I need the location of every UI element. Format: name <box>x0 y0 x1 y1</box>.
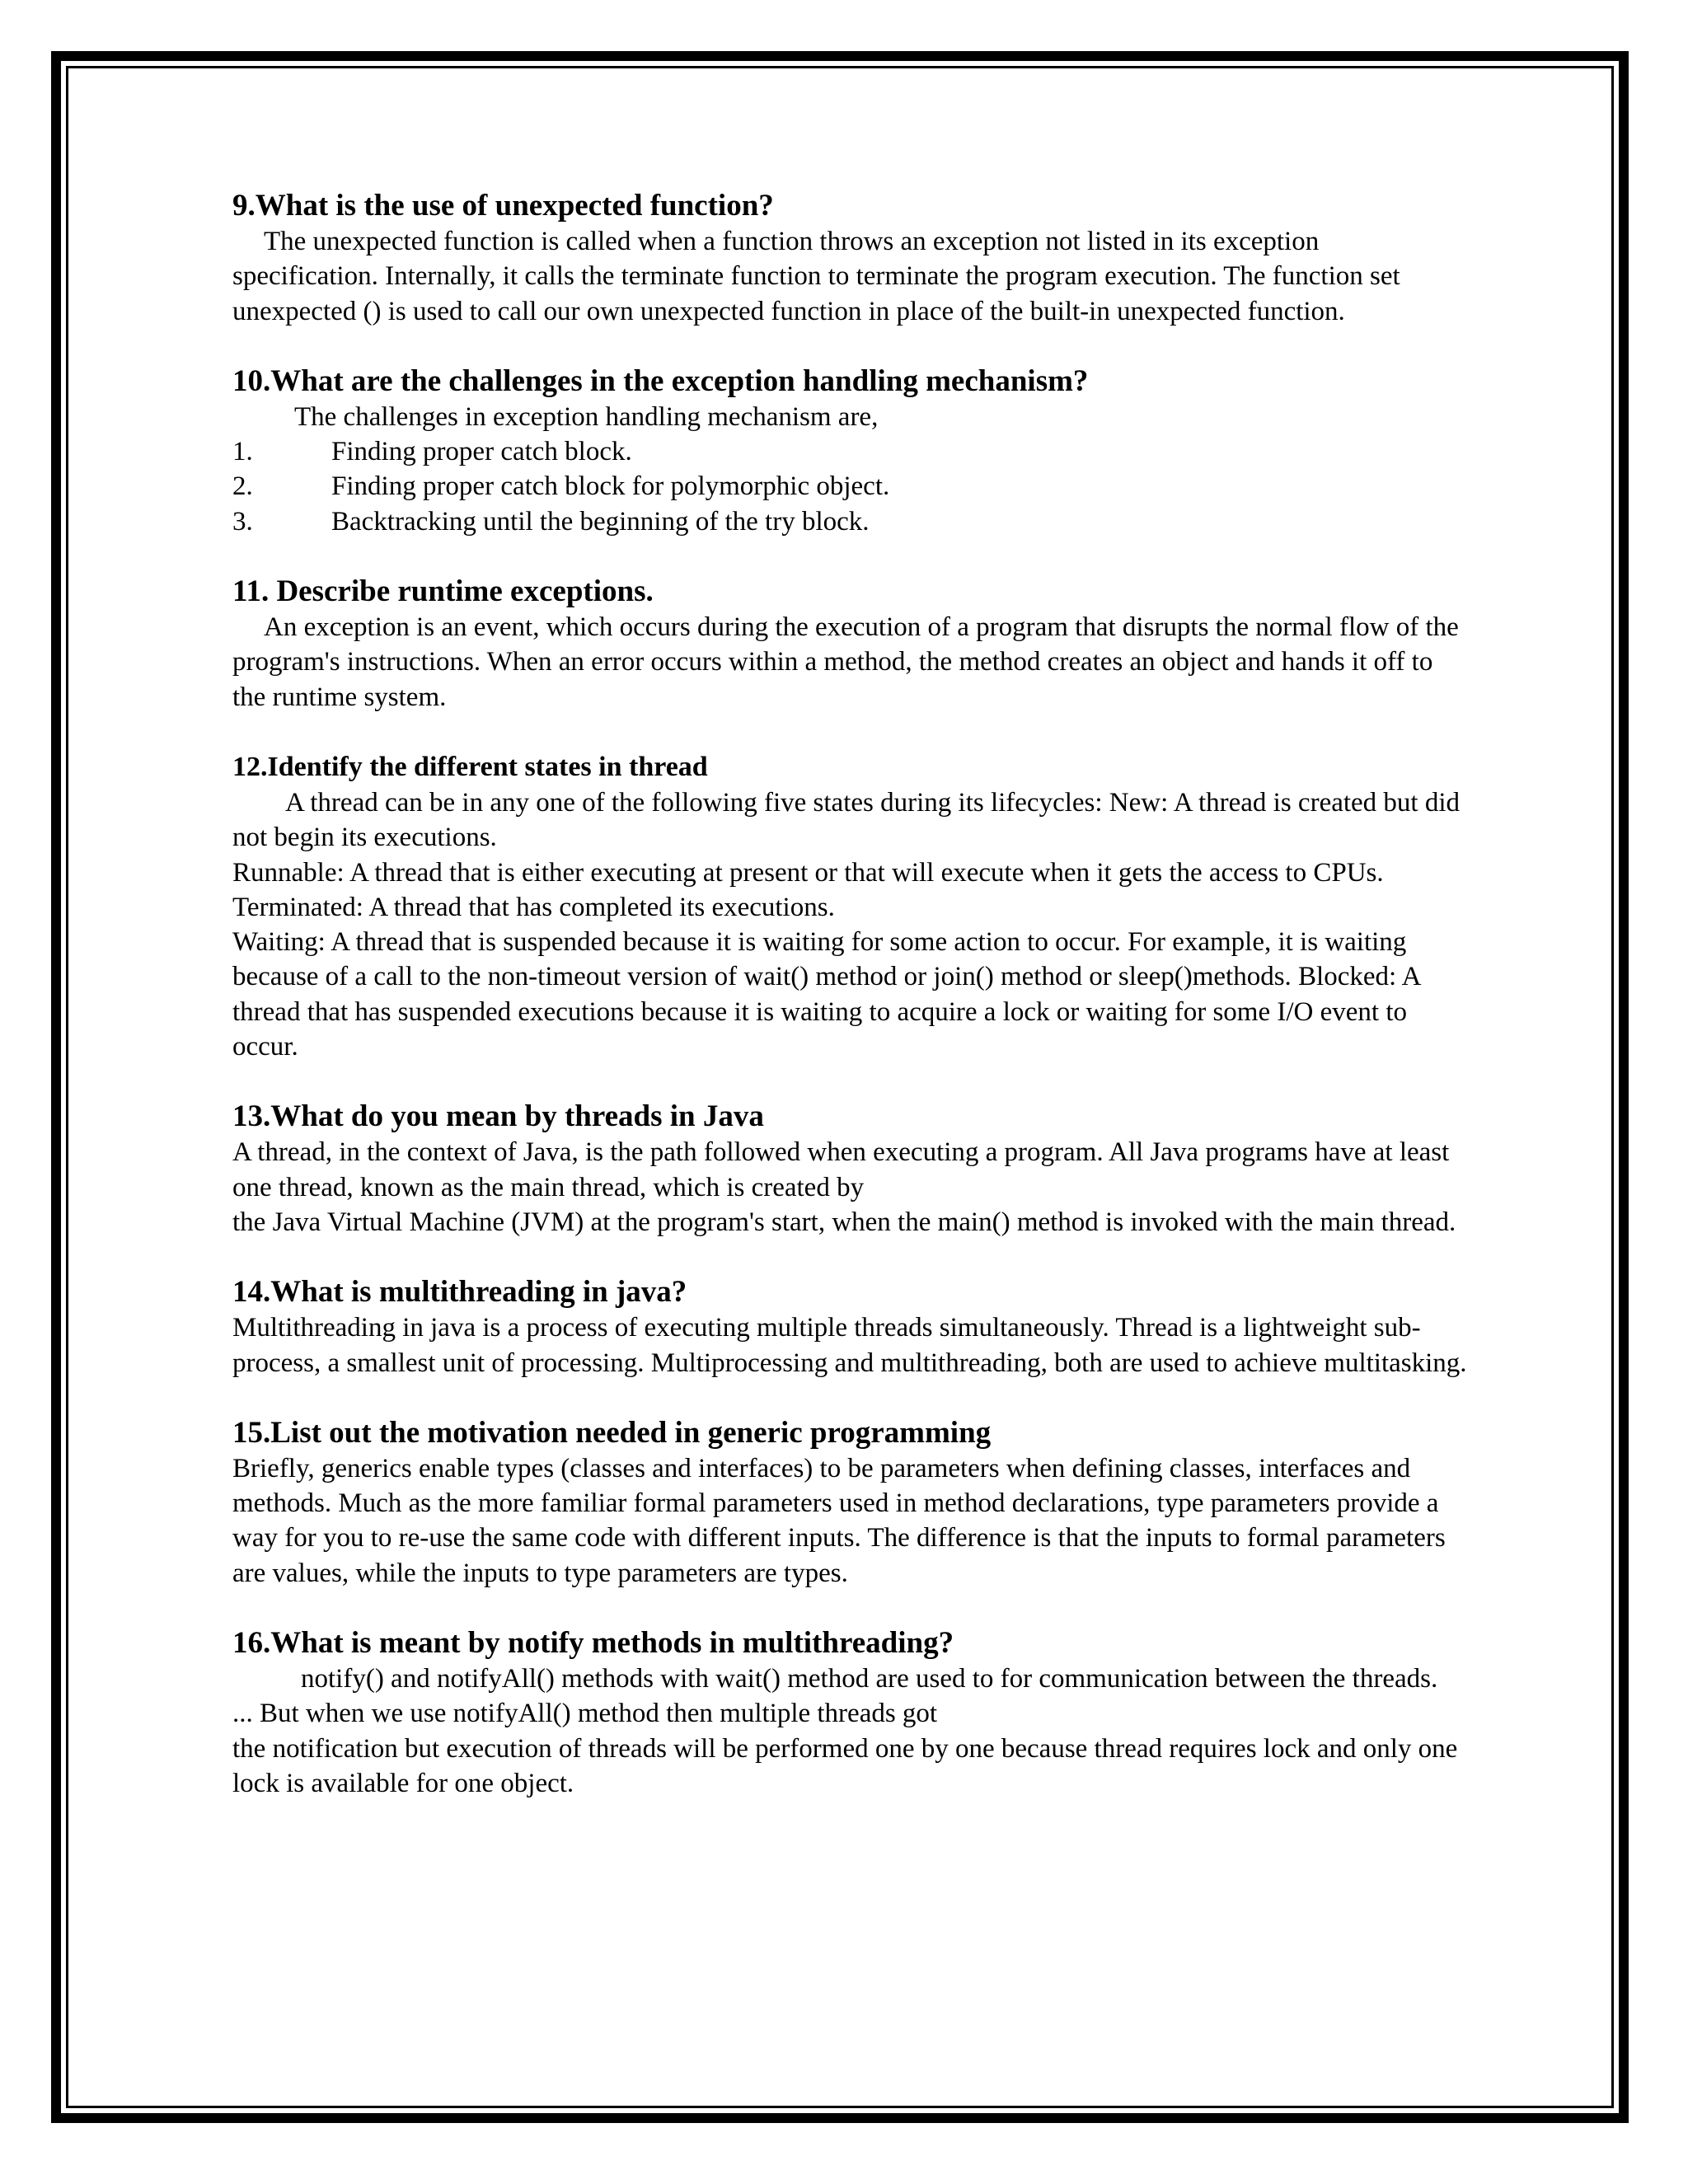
paragraph-q12-waiting: Waiting: A thread that is suspended because it is waiting for some action to occur. For example, it is waiting because of a call to the non-timeout version of wait() method or join() method or sleep()methods. Blocked: A thread that has suspended executions because it is waiting to acquire a lock or waiting for some I/O event to occur. <box>232 927 1420 1062</box>
list-item <box>232 504 1469 539</box>
intro-q10: The challenges in exception handling mechanism are, <box>294 401 879 432</box>
paragraph-q14: Multithreading in java is a process of executing multiple threads simultaneously. Thread is a lightweight sub-process, a smallest unit of processing. Multiprocessing and multithreading, both are used to achieve multitasking. <box>232 1313 1467 1378</box>
section-q14 <box>232 1274 1469 1380</box>
section-q10 <box>232 363 1469 539</box>
section-q11 <box>232 574 1469 715</box>
heading-q9: 9.What is the use of unexpected function? <box>232 189 774 223</box>
document-body <box>232 188 1469 1835</box>
paragraph-q13-b: the Java Virtual Machine (JVM) at the program's start, when the main() method is invoked with the main thread. <box>232 1207 1456 1237</box>
paragraph-q9: The unexpected function is called when a function throws an exception not listed in its exception specification. Internally, it calls the terminate function to terminate the program execution. The function set unexpected () is used to call our own unexpected function in place of the built-in unexpected function. <box>232 227 1400 326</box>
heading-q10: 10.What are the challenges in the exception handling mechanism? <box>232 363 1089 398</box>
section-q13 <box>232 1099 1469 1240</box>
paragraph-q16-c: the notification but execution of threads will be performed one by one because thread requires lock and only one lock is available for one object. <box>232 1733 1458 1798</box>
paragraph-q13-a: A thread, in the context of Java, is the path followed when executing a program. All Java programs have at least one thread, known as the main thread, which is created by <box>232 1137 1450 1202</box>
heading-q15: 15.List out the motivation needed in generic programming <box>232 1415 992 1450</box>
list-item-text: Finding proper catch block. <box>331 437 632 467</box>
heading-q16: 16.What is meant by notify methods in multithreading? <box>232 1626 954 1661</box>
paragraph-q15: Briefly, generics enable types (classes and interfaces) to be parameters when defining classes, interfaces and methods. Much as the more familiar formal parameters used in method declarations, type parameters provide a way for you to re-use the same code with different inputs. The difference is that the inputs to formal parameters are values, while the inputs to type parameters are types. <box>232 1453 1446 1588</box>
list-item-text: Finding proper catch block for polymorphic object. <box>331 471 890 502</box>
list-item-number: 2. <box>232 471 253 502</box>
paragraph-q16-a: notify() and notifyAll() methods with wait() method are used to for communication between the threads. <box>301 1664 1438 1694</box>
section-q9 <box>232 188 1469 329</box>
section-q15 <box>232 1415 1469 1591</box>
paragraph-q12-new: A thread can be in any one of the following five states during its lifecycles: New: A thread is created but did not begin its executions. <box>232 787 1461 853</box>
list-item-text: Backtracking until the beginning of the try block. <box>331 506 870 537</box>
paragraph-q12-runnable: Runnable: A thread that is either executing at present or that will execute when it gets the access to CPUs. <box>232 857 1384 888</box>
list-item-number: 3. <box>232 506 253 537</box>
paragraph-q12-terminated: Terminated: A thread that has completed its executions. <box>232 892 835 922</box>
paragraph-q11: An exception is an event, which occurs during the execution of a program that disrupts the normal flow of the program's instructions. When an error occurs within a method, the method creates an object and hands it off to the runtime system. <box>232 612 1459 712</box>
list-q10 <box>232 434 1469 539</box>
list-item-number: 1. <box>232 437 253 467</box>
paragraph-q16-b: ... But when we use notifyAll() method then multiple threads got <box>232 1699 938 1729</box>
heading-q13: 13.What do you mean by threads in Java <box>232 1099 764 1134</box>
list-item <box>232 469 1469 504</box>
heading-q12: 12.Identify the different states in thread <box>232 751 708 782</box>
section-q16 <box>232 1625 1469 1801</box>
section-q12 <box>232 749 1469 1064</box>
heading-q14: 14.What is multithreading in java? <box>232 1275 687 1310</box>
list-item <box>232 434 1469 469</box>
heading-q11: 11. Describe runtime exceptions. <box>232 574 654 609</box>
